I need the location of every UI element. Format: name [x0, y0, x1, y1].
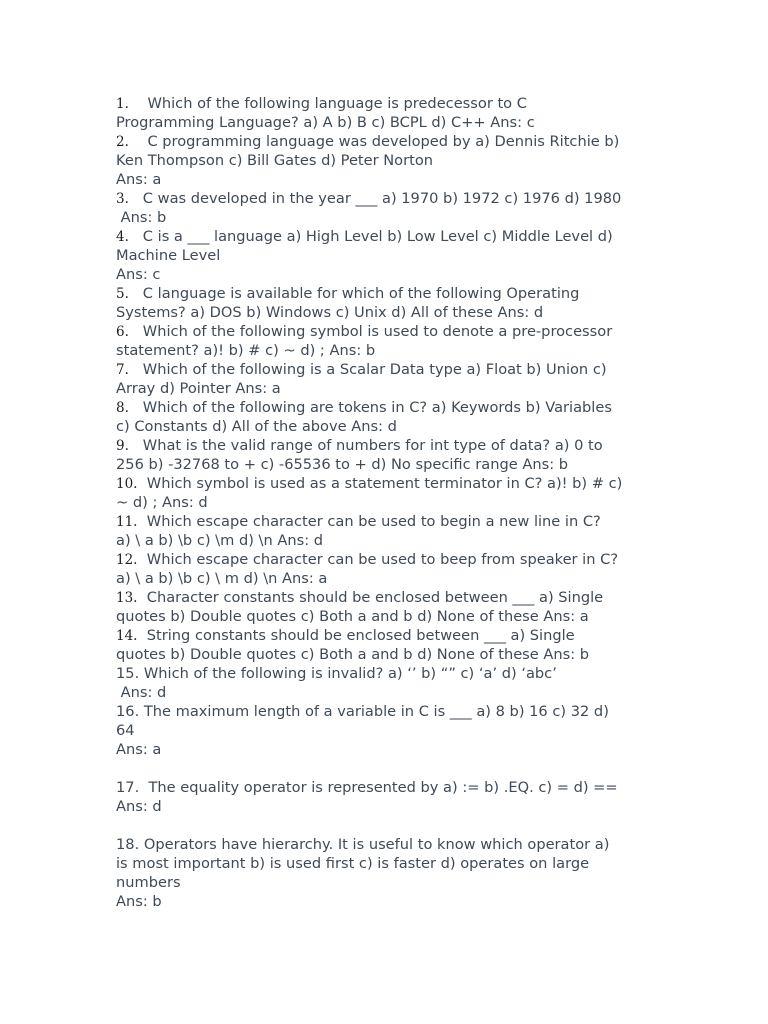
text-line	[116, 645, 656, 664]
question-number: 12.	[116, 552, 138, 568]
question-number: 4.	[116, 229, 129, 245]
text-line	[116, 227, 656, 246]
line-text: Which of the following symbol is used to denote a pre-processor	[128, 323, 613, 340]
line-text: Ans: c	[116, 266, 161, 283]
text-line	[116, 531, 656, 550]
line-text: Which of the following are tokens in C? a) Keywords b) Variables	[128, 399, 612, 416]
line-text: Which symbol is used as a statement terminator in C? a)! b) # c)	[137, 475, 623, 492]
line-text: 15. Which of the following is invalid? a) ‘’ b) “” c) ‘a’ d) ‘abc’	[116, 665, 557, 682]
line-text: 18. Operators have hierarchy. It is useful to know which operator a)	[116, 836, 610, 853]
question-number: 14.	[116, 628, 138, 644]
blank-line	[116, 816, 656, 835]
text-line	[116, 588, 656, 607]
line-text: Ans: d	[116, 798, 162, 815]
text-line	[116, 550, 656, 569]
line-text: Which of the following is a Scalar Data type a) Float b) Union c)	[128, 361, 607, 378]
line-text: Ans: b	[116, 209, 167, 226]
text-line	[116, 322, 656, 341]
line-text: 64	[116, 722, 135, 739]
question-number: 1.	[116, 96, 129, 112]
line-text: Ans: a	[116, 171, 162, 188]
line-text: C programming language was developed by a) Dennis Ritchie b)	[128, 133, 620, 150]
text-line	[116, 170, 656, 189]
line-text: quotes b) Double quotes c) Both a and b d) None of these Ans: b	[116, 646, 590, 663]
line-text: Systems? a) DOS b) Windows c) Unix d) All of these Ans: d	[116, 304, 544, 321]
text-line	[116, 702, 656, 721]
line-text: is most important b) is used first c) is faster d) operates on large	[116, 855, 590, 872]
text-line	[116, 835, 656, 854]
line-text: a) \ a b) \b c) \ m d) \n Ans: a	[116, 570, 328, 587]
line-text: 17. The equality operator is represented by a) := b) .EQ. c) = d) ==	[116, 779, 618, 796]
line-text: 256 b) -32768 to + c) -65536 to + d) No specific range Ans: b	[116, 456, 569, 473]
line-text: Ans: b	[116, 893, 162, 910]
line-text: c) Constants d) All of the above Ans: d	[116, 418, 397, 435]
text-line	[116, 341, 656, 360]
question-number: 8.	[116, 400, 129, 416]
text-line	[116, 398, 656, 417]
text-line	[116, 132, 656, 151]
text-line	[116, 208, 656, 227]
question-number: 7.	[116, 362, 129, 378]
text-line	[116, 303, 656, 322]
line-text: Character constants should be enclosed between ___ a) Single	[137, 589, 604, 606]
line-text: numbers	[116, 874, 181, 891]
blank-line	[116, 759, 656, 778]
text-line	[116, 854, 656, 873]
text-line	[116, 493, 656, 512]
text-line	[116, 94, 656, 113]
question-number: 5.	[116, 286, 129, 302]
line-text: a) \ a b) \b c) \m d) \n Ans: d	[116, 532, 324, 549]
line-text: Ans: a	[116, 741, 162, 758]
text-line	[116, 778, 656, 797]
question-number: 6.	[116, 324, 129, 340]
text-line	[116, 683, 656, 702]
text-line	[116, 246, 656, 265]
text-line	[116, 721, 656, 740]
line-text: Ken Thompson c) Bill Gates d) Peter Norton	[116, 152, 434, 169]
text-line	[116, 189, 656, 208]
text-line	[116, 455, 656, 474]
text-line	[116, 360, 656, 379]
line-text: statement? a)! b) # c) ~ d) ; Ans: b	[116, 342, 376, 359]
text-line	[116, 284, 656, 303]
line-text: String constants should be enclosed between ___ a) Single	[137, 627, 575, 644]
text-line	[116, 512, 656, 531]
line-text: Machine Level	[116, 247, 221, 264]
line-text: C is a ___ language a) High Level b) Low Level c) Middle Level d)	[128, 228, 613, 245]
document-page	[116, 94, 656, 911]
text-line	[116, 569, 656, 588]
line-text: C language is available for which of the following Operating	[128, 285, 580, 302]
text-line	[116, 417, 656, 436]
question-number: 9.	[116, 438, 129, 454]
question-number: 11.	[116, 514, 138, 530]
question-number: 3.	[116, 191, 129, 207]
text-line	[116, 474, 656, 493]
line-text: quotes b) Double quotes c) Both a and b d) None of these Ans: a	[116, 608, 589, 625]
line-text: 16. The maximum length of a variable in C is ___ a) 8 b) 16 c) 32 d)	[116, 703, 609, 720]
text-line	[116, 873, 656, 892]
line-text: Ans: d	[116, 684, 167, 701]
text-line	[116, 626, 656, 645]
line-text: ~ d) ; Ans: d	[116, 494, 208, 511]
text-line	[116, 797, 656, 816]
text-line	[116, 892, 656, 911]
question-number: 2.	[116, 134, 129, 150]
line-text: What is the valid range of numbers for int type of data? a) 0 to	[128, 437, 603, 454]
text-line	[116, 436, 656, 455]
text-line	[116, 265, 656, 284]
text-line	[116, 740, 656, 759]
line-text: Which escape character can be used to beep from speaker in C?	[137, 551, 619, 568]
line-text: Which escape character can be used to begin a new line in C?	[137, 513, 601, 530]
question-number: 13.	[116, 590, 138, 606]
text-line	[116, 151, 656, 170]
text-line	[116, 379, 656, 398]
text-line	[116, 113, 656, 132]
text-line	[116, 664, 656, 683]
line-text: C was developed in the year ___ a) 1970 b) 1972 c) 1976 d) 1980	[128, 190, 622, 207]
question-number: 10.	[116, 476, 138, 492]
line-text: Programming Language? a) A b) B c) BCPL d) C++ Ans: c	[116, 114, 535, 131]
line-text: Which of the following language is predecessor to C	[128, 95, 527, 112]
text-line	[116, 607, 656, 626]
line-text: Array d) Pointer Ans: a	[116, 380, 281, 397]
